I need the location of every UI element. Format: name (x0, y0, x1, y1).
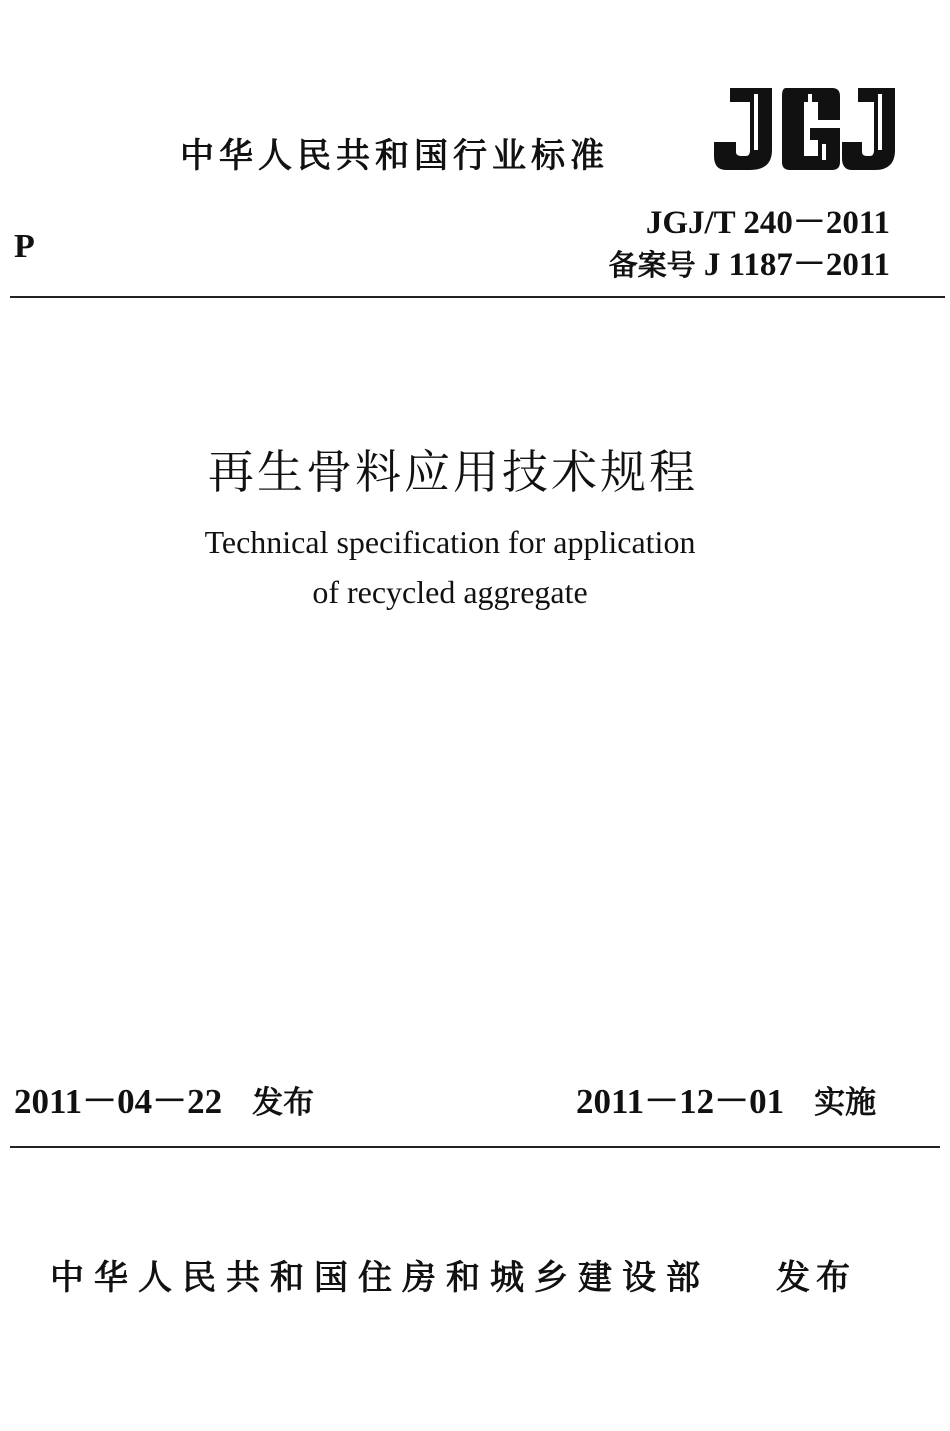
publisher-publish-label: 发布 (776, 1258, 856, 1298)
filing-number-line (609, 238, 890, 285)
filing-number: J 1187－2011 (703, 247, 890, 283)
chinese-title: 再生骨料应用技术规程 (208, 445, 698, 499)
implement-date-line (576, 1074, 876, 1124)
category-code: P (14, 228, 35, 265)
publish-date-line (14, 1074, 314, 1124)
top-divider (10, 296, 945, 298)
standard-number: JGJ/T 240－2011 (645, 205, 890, 241)
standard-type: 中华人民共和国行业标准 (180, 136, 609, 176)
english-title-line-1: Technical specification for application (204, 524, 696, 560)
bottom-divider (10, 1146, 940, 1148)
implement-date-label: 实施 (814, 1085, 877, 1121)
publish-date: 2011－04－22 (14, 1082, 223, 1121)
publish-date-label: 发布 (252, 1085, 315, 1121)
english-title-line-2: of recycled aggregate (312, 574, 588, 610)
publisher-name: 中华人民共和国住房和城乡建设部 (50, 1258, 710, 1298)
implement-date: 2011－12－01 (576, 1082, 785, 1121)
filing-label: 备案号 (608, 248, 696, 282)
jgj-logo (712, 84, 897, 174)
